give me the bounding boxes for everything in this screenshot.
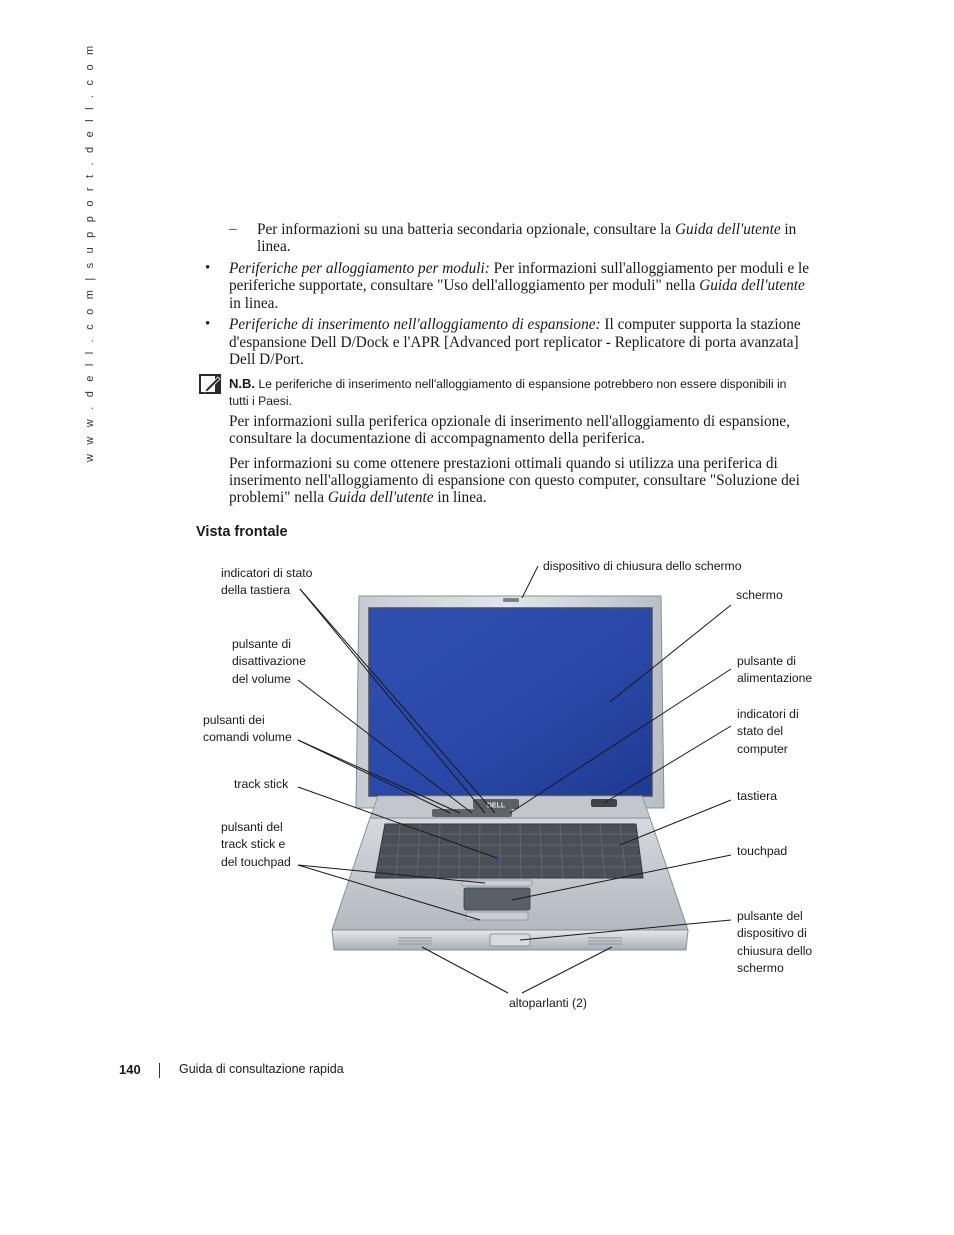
label-track-stick: track stick [234, 777, 289, 791]
label-display: schermo [736, 588, 783, 602]
dash-bullet: – [229, 221, 237, 237]
para2-line2: inserimento nell'alloggiamento di espansione con questo computer, consultare "Soluzione dei [229, 472, 800, 489]
bullet1-line1: Periferiche per alloggiamento per moduli: Per informazioni sull'alloggiamento per moduli e le [229, 260, 810, 277]
laptop-front [332, 930, 688, 950]
label-mute-button: pulsante di disattivazione del volume [232, 637, 306, 686]
label-keyboard: tastiera [737, 789, 777, 803]
bullet2-line2: d'espansione Dell D/Dock e l'APR [Advanced port replicator - Replicatore di porta avanzata] [229, 334, 799, 351]
label-device-status: indicatori di stato del computer [737, 707, 799, 756]
note-label: N.B. [229, 376, 255, 391]
laptop-base [332, 818, 688, 930]
bullet1-line2: periferiche supportate, consultare "Uso dell'alloggiamento per moduli" nella Guida dell'utente [229, 277, 805, 294]
page-number: 140 [119, 1062, 141, 1077]
laptop-lid [356, 596, 664, 808]
laptop-hinge [370, 796, 650, 818]
sidebar-url: w w w . d e l l . c o m | s u p p o r t . d e l l . c o m [84, 42, 96, 462]
note-line1: N.B. Le periferiche di inserimento nell'alloggiamento di espansione potrebbero non essere disponibili in [229, 376, 787, 391]
dell-logo: DELL [486, 802, 506, 810]
track-stick-buttons [462, 880, 532, 886]
label-speakers: altoparlanti (2) [509, 996, 587, 1010]
para2-line3: problemi" nella Guida dell'utente in linea. [229, 489, 487, 506]
display-panel [369, 608, 652, 796]
label-keyboard-status: indicatori di stato della tastiera [221, 566, 313, 598]
para1-line2: consultare la documentazione di accompagnamento della periferica. [229, 430, 645, 447]
dash-item-line2: linea. [257, 238, 291, 255]
label-volume-buttons: pulsanti dei comandi volume [203, 713, 292, 745]
label-latch-release: pulsante del dispositivo di chiusura dello schermo [737, 909, 813, 976]
bullet2-line3: Dell D/Port. [229, 351, 304, 368]
dash-item-line1: Per informazioni su una batteria secondaria opzionale, consultare la Guida dell'utente in [257, 221, 797, 238]
footer-title: Guida di consultazione rapida [179, 1062, 344, 1076]
bullet-1: • [205, 260, 211, 276]
para1-line1: Per informazioni sulla periferica opzionale di inserimento nell'alloggiamento di espansione, [229, 413, 790, 430]
touchpad [464, 888, 530, 910]
label-display-latch: dispositivo di chiusura dello schermo [543, 559, 742, 573]
note-line2: tutti i Paesi. [229, 393, 292, 408]
display-latch [503, 598, 519, 602]
label-power-button: pulsante di alimentazione [737, 654, 813, 686]
label-track-buttons: pulsanti del track stick e del touchpad [221, 820, 291, 869]
label-touchpad: touchpad [737, 844, 788, 858]
bullet2-line1: Periferiche di inserimento nell'alloggiamento di espansione: Il computer supporta la stazione [229, 316, 801, 333]
footer-divider [159, 1063, 160, 1078]
section-title: Vista frontale [196, 524, 288, 540]
bullet-2: • [205, 316, 211, 332]
bullet1-line3: in linea. [229, 295, 279, 312]
para2-line1: Per informazioni su come ottenere prestazioni ottimali quando si utilizza una periferica di [229, 455, 778, 472]
